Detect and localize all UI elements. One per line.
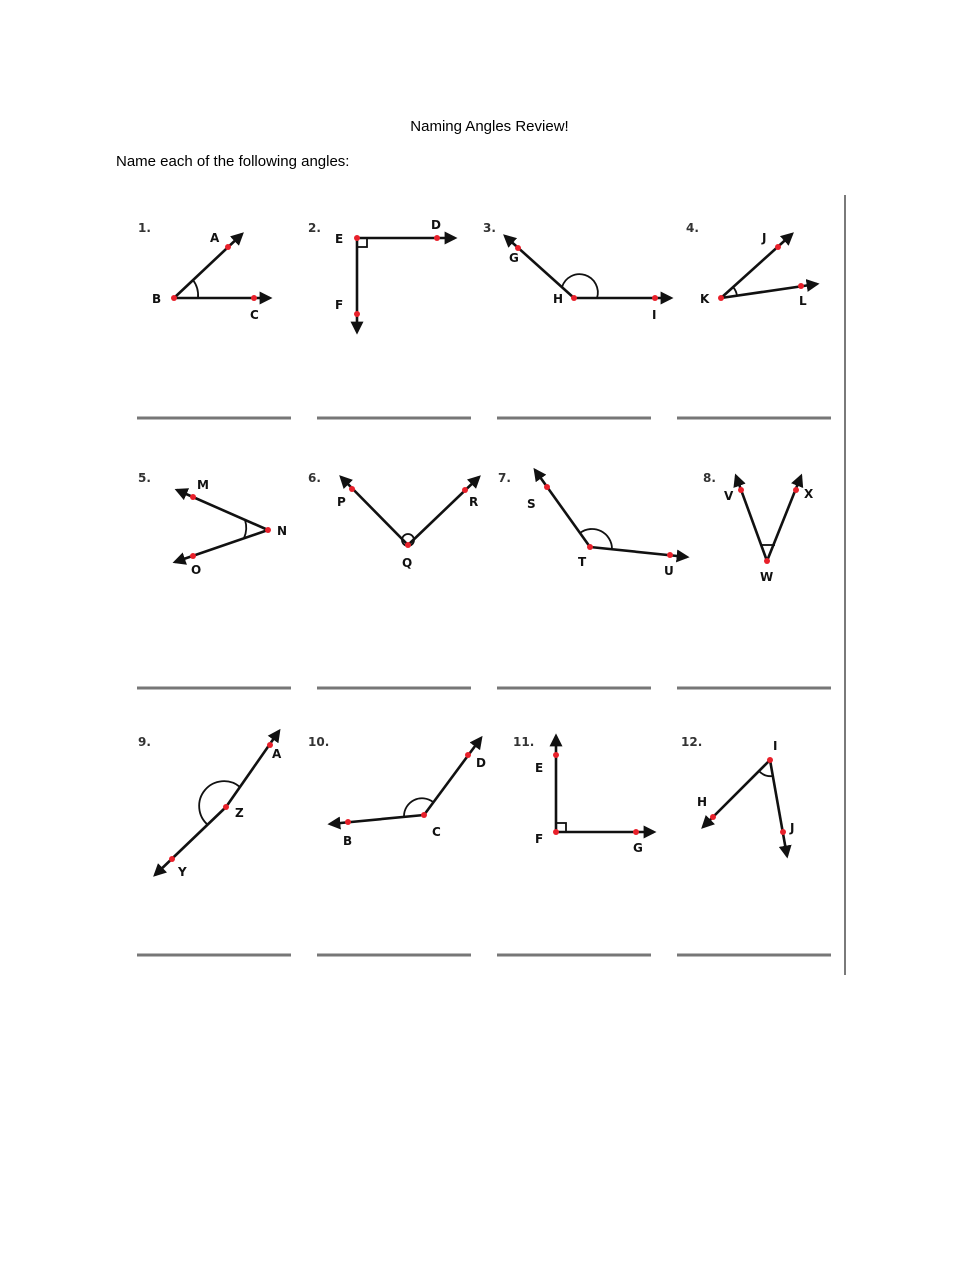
problem-9 [138, 731, 282, 879]
label-g: G [509, 251, 519, 265]
problem-number: 5. [138, 471, 151, 485]
label-d: D [431, 218, 441, 232]
point-s [544, 484, 550, 490]
point-c [421, 812, 427, 818]
problem-4 [686, 221, 817, 308]
point-r [462, 487, 468, 493]
label-y: Y [178, 865, 187, 879]
label-m: M [197, 478, 209, 492]
point-d [465, 752, 471, 758]
angle-arc [199, 781, 240, 825]
point-p [349, 486, 355, 492]
point-n [265, 527, 271, 533]
point-m [190, 494, 196, 500]
ray-hg [505, 236, 574, 298]
point-h [571, 295, 577, 301]
point-b [345, 819, 351, 825]
problem-number: 4. [686, 221, 699, 235]
angle-arc [562, 274, 598, 298]
point-u [667, 552, 673, 558]
label-k: K [700, 292, 710, 306]
problem-number: 6. [308, 471, 321, 485]
label-o: O [191, 563, 202, 577]
label-g: G [633, 841, 643, 855]
problem-1 [138, 221, 270, 322]
point-k [718, 295, 724, 301]
problem-7 [498, 470, 687, 578]
label-c: C [432, 825, 441, 839]
label-e: E [535, 761, 544, 775]
label-f: F [335, 298, 344, 312]
problem-8 [703, 471, 814, 584]
label-d: D [476, 756, 486, 770]
label-a: A [210, 231, 220, 245]
problem-number: 7. [498, 471, 511, 485]
label-b: B [152, 292, 162, 306]
point-g [633, 829, 639, 835]
problem-number: 11. [513, 735, 535, 749]
label-t: T [578, 555, 587, 569]
point-w [764, 558, 770, 564]
point-y [169, 856, 175, 862]
ray-no [175, 530, 268, 562]
problem-number: 3. [483, 221, 496, 235]
label-j: J [790, 821, 795, 835]
problem-5 [138, 471, 287, 577]
label-c: C [250, 308, 259, 322]
label-b: B [343, 834, 353, 848]
label-r: R [469, 495, 479, 509]
problem-number: 9. [138, 735, 151, 749]
label-n: N [277, 524, 288, 538]
problem-number: 1. [138, 221, 151, 235]
problem-10 [308, 735, 486, 848]
ray-ij [770, 760, 787, 856]
point-a [225, 244, 231, 250]
ray-cd [424, 738, 481, 815]
point-d [434, 235, 440, 241]
point-j [780, 829, 786, 835]
label-v: V [724, 489, 734, 503]
label-e: E [335, 232, 344, 246]
ray-cb [330, 815, 424, 824]
point-i [652, 295, 658, 301]
problem-2 [308, 218, 455, 332]
worksheet-title: Naming Angles Review! [410, 118, 569, 135]
ray-qr [408, 477, 479, 545]
point-x [793, 487, 799, 493]
problem-12 [681, 735, 794, 856]
ray-ts [535, 470, 590, 547]
label-i: I [652, 308, 657, 322]
problem-number: 10. [308, 735, 330, 749]
label-q: Q [402, 556, 413, 570]
point-i [767, 757, 773, 763]
point-o [190, 553, 196, 559]
point-c [251, 295, 257, 301]
label-f: F [535, 832, 544, 846]
label-w: W [760, 570, 774, 584]
point-f [553, 829, 559, 835]
label-z: Z [235, 806, 244, 820]
label-a: A [272, 747, 282, 761]
point-l [798, 283, 804, 289]
label-x: X [804, 487, 814, 501]
point-b [171, 295, 177, 301]
point-e [354, 235, 360, 241]
label-h: H [553, 292, 564, 306]
label-i: I [773, 739, 778, 753]
label-h: H [697, 795, 708, 809]
label-j: J [762, 231, 767, 245]
problem-3 [483, 221, 671, 322]
point-q [405, 542, 411, 548]
point-e [553, 752, 559, 758]
problem-6 [308, 471, 479, 570]
problem-11 [513, 735, 654, 855]
point-v [738, 487, 744, 493]
worksheet-instructions: Name each of the following angles: [116, 153, 350, 170]
ray-zy [155, 807, 226, 875]
label-l: L [799, 294, 807, 308]
point-h [710, 814, 716, 820]
problem-number: 12. [681, 735, 703, 749]
label-p: P [337, 495, 346, 509]
point-z [223, 804, 229, 810]
problem-number: 2. [308, 221, 321, 235]
label-s: S [527, 497, 536, 511]
problem-number: 8. [703, 471, 716, 485]
point-f [354, 311, 360, 317]
point-t [587, 544, 593, 550]
point-j [775, 244, 781, 250]
angle-arc [193, 280, 198, 298]
label-u: U [664, 564, 674, 578]
ray-ba [174, 234, 242, 298]
angle-arc [244, 520, 246, 538]
